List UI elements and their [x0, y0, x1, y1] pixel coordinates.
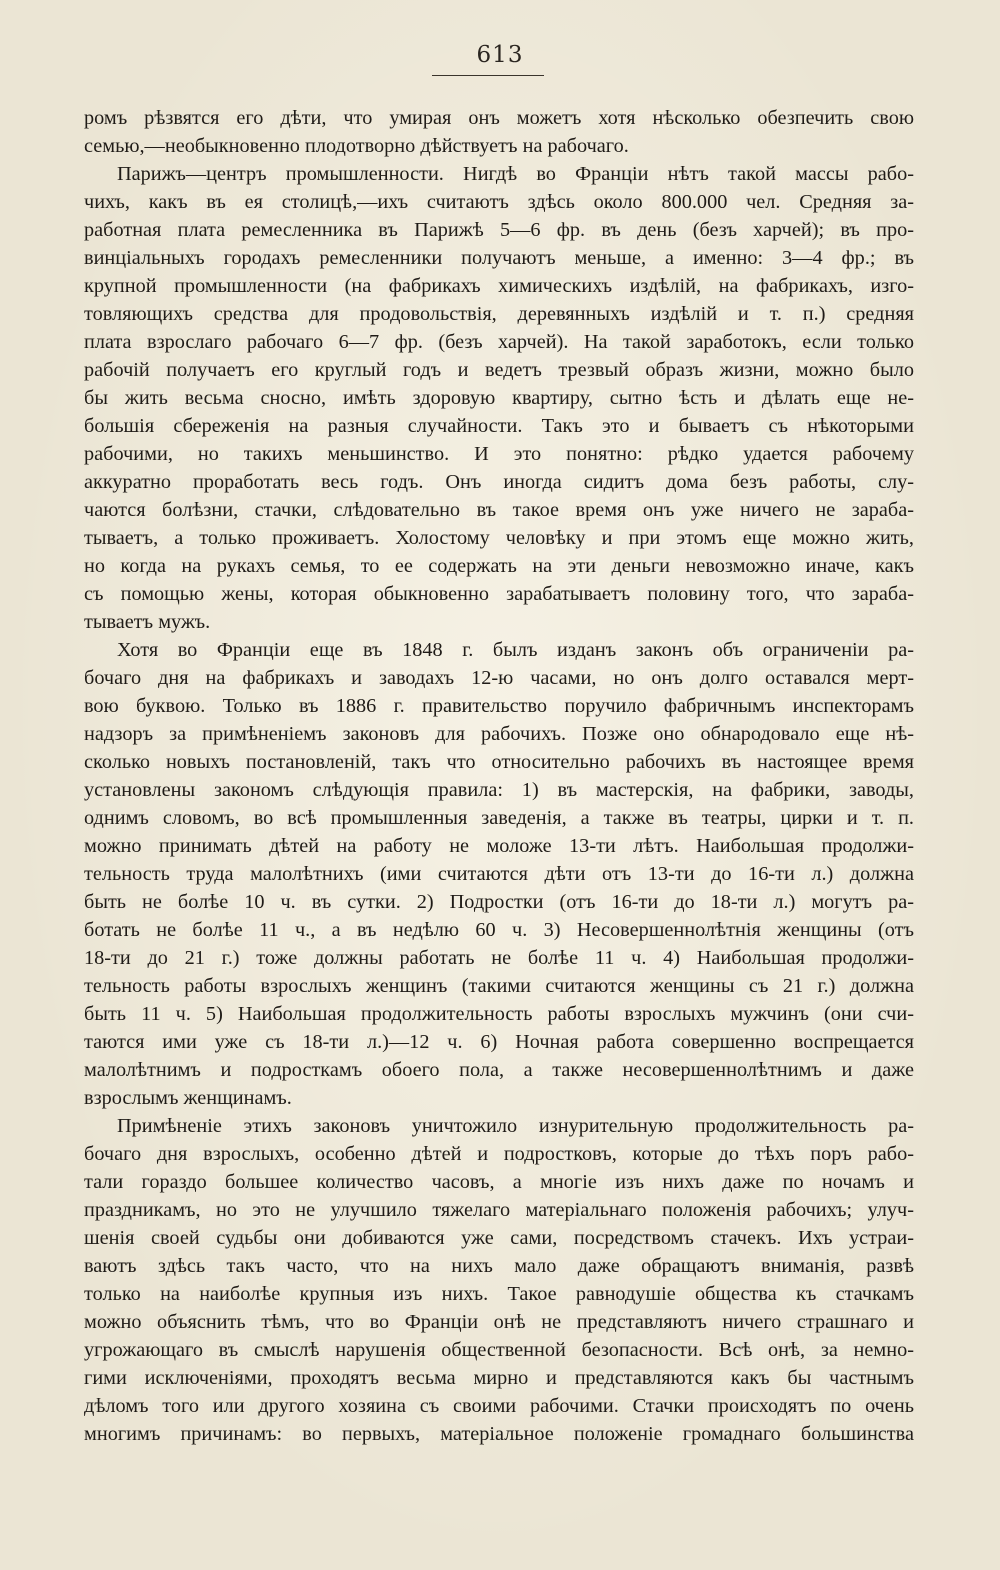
text-line: тельность труда малолѣтнихъ (ими считаются дѣти отъ 13-ти до 16-ти л.) должна: [84, 863, 914, 885]
text-line: только на наиболѣе крупныя изъ нихъ. Такое равнодушіе общества къ стачкамъ: [84, 1283, 914, 1305]
text-line: рабочими, но такихъ меньшинство. И это понятно: рѣдко удается рабочему: [84, 443, 914, 465]
text-line: плата взрослаго рабочаго 6—7 фр. (безъ харчей). На такой заработокъ, если только: [84, 331, 914, 353]
text-line: ваютъ здѣсь такъ часто, что на нихъ мало даже обращаютъ вниманія, развѣ: [84, 1255, 914, 1277]
page-number: 613: [476, 42, 524, 68]
text-line: Парижъ—центръ промышленности. Нигдѣ во Франціи нѣтъ такой массы рабо-: [117, 163, 914, 185]
text-line: можно объяснить тѣмъ, что во Франціи онѣ не представляютъ ничего страшнаго и: [84, 1311, 914, 1333]
text-line: Хотя во Франціи еще въ 1848 г. былъ изданъ законъ объ ограниченіи ра-: [117, 639, 914, 661]
text-line: взрослымъ женщинамъ.: [84, 1087, 292, 1109]
body-text: [84, 104, 914, 1448]
paragraph-paris-wages: [84, 160, 914, 636]
text-line: можно принимать дѣтей на работу не моложе 13-ти лѣтъ. Наибольшая продолжи-: [84, 835, 914, 857]
text-line: шенія своей судьбы они добиваются уже сами, посредствомъ стачекъ. Ихъ устраи-: [84, 1227, 914, 1249]
text-line: малолѣтнимъ и подросткамъ обоего пола, а также несовершеннолѣтнимъ и даже: [84, 1059, 914, 1081]
text-line: тываетъ мужъ.: [84, 611, 211, 633]
text-line: аккуратно проработать весь годъ. Онъ иногда сидитъ дома безъ работы, слу-: [84, 471, 914, 493]
text-line: работная плата ремесленника въ Парижѣ 5—6 фр. въ день (безъ харчей); въ про-: [84, 219, 914, 241]
text-line: семью,—необыкновенно плодотворно дѣйствуетъ на рабочаго.: [84, 135, 629, 157]
text-line: винціальныхъ городахъ ремесленники получаютъ меньше, а именно: 3—4 фр.; въ: [84, 247, 914, 269]
text-line: большія сбереженія на разныя случайности. Такъ это и бываетъ съ нѣкоторыми: [84, 415, 914, 437]
text-line: тельность работы взрослыхъ женщинъ (такими считаются женщины съ 21 г.) должна: [84, 975, 914, 997]
paragraph-strikes: [84, 1112, 914, 1448]
text-line: бочаго дня на фабрикахъ и заводахъ 12-ю часами, но онъ долго оставался мерт-: [84, 667, 914, 689]
text-line: бочаго дня взрослыхъ, особенно дѣтей и подростковъ, которые до тѣхъ поръ рабо-: [84, 1143, 914, 1165]
text-line: многимъ причинамъ: во первыхъ, матеріальное положеніе громаднаго большинства: [84, 1423, 914, 1445]
text-line: праздникамъ, но это не улучшило тяжелаго матеріальнаго положенія рабочихъ; улуч-: [84, 1199, 914, 1221]
text-line: дѣломъ того или другого хозяина съ своими рабочими. Стачки происходятъ по очень: [84, 1395, 914, 1417]
text-line: 18-ти до 21 г.) тоже должны работать не болѣе 11 ч. 4) Наибольшая продолжи-: [84, 947, 914, 969]
paragraph-labor-laws: [84, 636, 914, 1112]
text-line: чихъ, какъ въ ея столицѣ,—ихъ считаютъ здѣсь около 800.000 чел. Средняя за-: [84, 191, 914, 213]
text-line: установлены закономъ слѣдующія правила: 1) въ мастерскія, на фабрики, заводы,: [84, 779, 914, 801]
text-line: товляющихъ средства для продовольствія, деревянныхъ издѣлій и т. п.) средняя: [84, 303, 914, 325]
text-line: съ помощью жены, которая обыкновенно зарабатываетъ половину того, что зараба-: [84, 583, 914, 605]
text-line: гими исключеніями, проходятъ весьма мирно и представляются какъ бы частнымъ: [84, 1367, 914, 1389]
text-line: Примѣненіе этихъ законовъ уничтожило изнурительную продолжительность ра-: [117, 1115, 914, 1137]
text-line: надзоръ за примѣненіемъ законовъ для рабочихъ. Позже оно обнародовало еще нѣ-: [84, 723, 914, 745]
text-line: чаются болѣзни, стачки, слѣдовательно въ такое время онъ уже ничего не зараба-: [84, 499, 914, 521]
text-line: вою буквою. Только въ 1886 г. правительство поручило фабричнымъ инспекторамъ: [84, 695, 914, 717]
paragraph-continuation: [84, 104, 914, 160]
text-line: крупной промышленности (на фабрикахъ химическихъ издѣлій, на фабрикахъ, изго-: [84, 275, 914, 297]
text-line: быть 11 ч. 5) Наибольшая продолжительность работы взрослыхъ мужчинъ (они счи-: [84, 1003, 914, 1025]
text-line: но когда на рукахъ семья, то ее содержать на эти деньги невозможно иначе, какъ: [84, 555, 914, 577]
text-line: таются ими уже съ 18-ти л.)—12 ч. 6) Ночная работа совершенно воспрещается: [84, 1031, 914, 1053]
text-line: быть не болѣе 10 ч. въ сутки. 2) Подростки (отъ 16-ти до 18-ти л.) могутъ ра-: [84, 891, 914, 913]
text-line: однимъ словомъ, во всѣ промышленныя заведенія, а также въ театры, цирки и т. п.: [84, 807, 914, 829]
text-line: угрожающаго въ смыслѣ нарушенія общественной безопасности. Всѣ онѣ, за немно-: [84, 1339, 914, 1361]
header-rule: [432, 75, 544, 76]
text-line: тываетъ, а только проживаетъ. Холостому человѣку и при этомъ еще можно жить,: [84, 527, 914, 549]
text-line: рабочій получаетъ его круглый годъ и ведетъ трезвый образъ жизни, можно было: [84, 359, 914, 381]
text-line: ромъ рѣзвятся его дѣти, что умирая онъ можетъ хотя нѣсколько обезпечить свою: [84, 107, 914, 129]
text-line: ботать не болѣе 11 ч., а въ недѣлю 60 ч. 3) Несовершеннолѣтнія женщины (отъ: [84, 919, 914, 941]
text-line: сколько новыхъ постановленій, такъ что относительно рабочихъ въ настоящее время: [84, 751, 914, 773]
text-line: тали гораздо большее количество часовъ, а многіе изъ нихъ даже по ночамъ и: [84, 1171, 914, 1193]
text-line: бы жить весьма сносно, имѣть здоровую квартиру, сытно ѣсть и дѣлать еще не-: [84, 387, 914, 409]
